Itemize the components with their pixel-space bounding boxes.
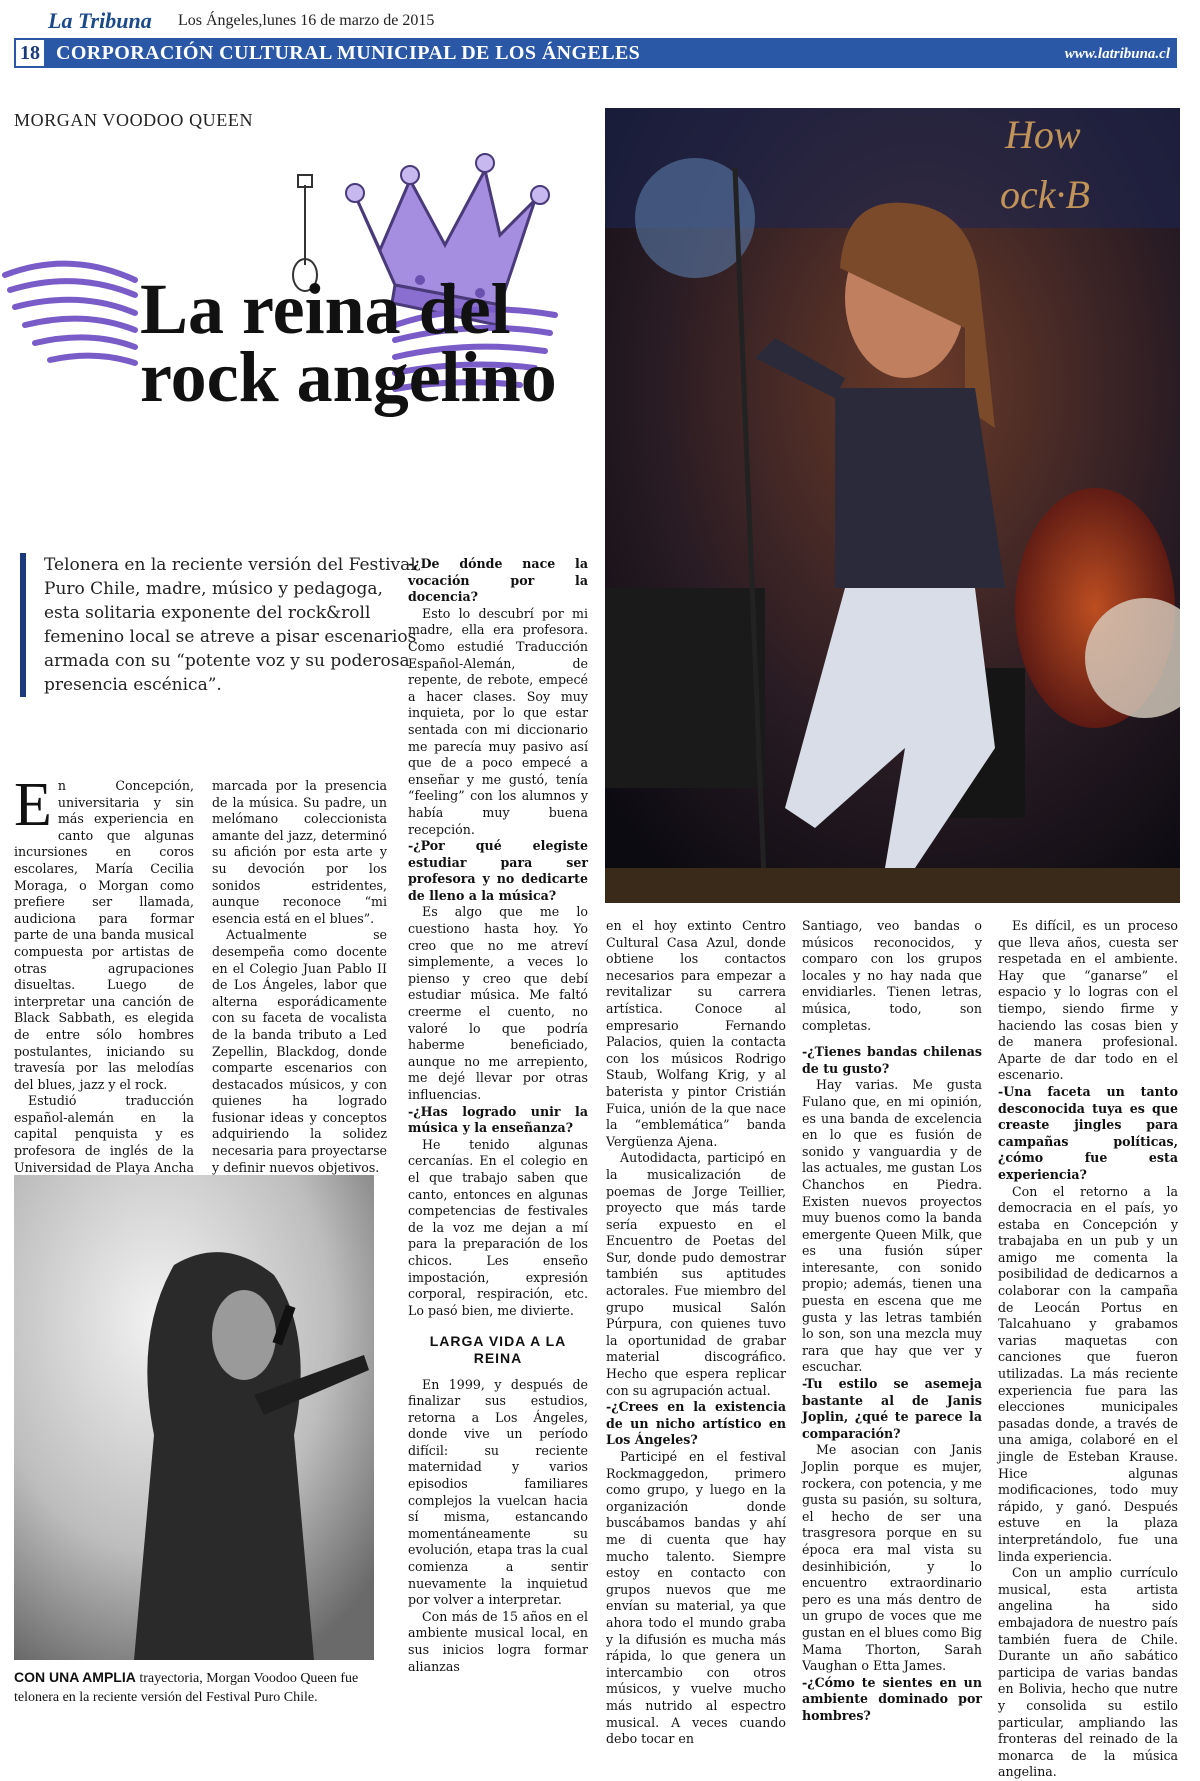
site-url[interactable]: www.latribuna.cl [1064, 46, 1170, 62]
interview-question: -¿Has logrado unir la música y la enseñanza? [408, 1103, 588, 1136]
main-photo-singer-on-stage [605, 108, 1180, 903]
interview-question: -Tu estilo se asemeja bastante al de Janis Joplin, ¿qué te parece la comparación? [802, 1376, 982, 1441]
col2-paragraph: Actualmente se desempeña como docente en el Colegio Juan Pablo II de Los Ángeles, labor que alterna esporádicamente con su faceta de vocalista de la banda tributo a Led Zepellin, Blackdog, donde comparte escenarios con destacados músicos, y con quienes ha logrado fusionar ideas y conceptos adquiriendo la solidez necesaria para proyectarse y definir nuevos objetivos. [212, 927, 387, 1175]
column-2 [212, 778, 387, 1176]
drop-cap: E [14, 771, 52, 839]
caption-text: trayectoria, Morgan Voodoo Queen fue telonera en la reciente versión del Festival Puro Chile. [14, 1671, 359, 1705]
column-6 [998, 918, 1178, 1781]
interview-answer: Hay varias. Me gusta Fulano que, en mi opinión, es una banda de excelencia en lo que es fusión de sonido y vanguardia y de las actuales, me gustan Los Chanchos en Piedra. Existen nuevos proyectos muy buenos como la banda emergente Queen Milk, que es una fusión súper interesante, con sonido propio; además, tienen una puesta en escena que me gusta y las letras también lo son, son una mezcla muy rara que hay que ver y escuchar. [802, 1077, 982, 1375]
interview-answer: Es algo que me lo cuestiono hasta hoy. Yo creo que no me atreví simplemente, a veces lo pienso y creo que debí estudiar música. Me faltó creerme el cuento, no valoré lo que podría haberme beneficiado, aunque no me arrepiento, me dejé llevar por otras influencias. [408, 904, 588, 1102]
column-4 [606, 918, 786, 1748]
col3-paragraph: Con más de 15 años en el ambiente musical local, en sus inicios logra formar alianzas [408, 1608, 588, 1674]
masthead-logo: La Tribuna [48, 8, 152, 33]
subhead: LARGA VIDA A LA REINA [429, 1333, 567, 1366]
left-wing-icon [5, 264, 135, 363]
col4-paragraph: en el hoy extinto Centro Cultural Casa Azul, donde obtiene los contactos necesarios para empezar a revitalizar su carrera artística. Conoce al empresario Fernando Palacios, quien la contacta con los músicos Rodrigo Staub, Wolfang Krig, y al baterista y pintor Cristián Fuica, unión de la que nace la “emblemática” banda Vergüenza Ajena. [606, 918, 786, 1149]
page-number: 18 [14, 38, 46, 68]
interview-question: -¿Por qué elegiste estudiar para ser profesora y no dedicarte de lleno a la música? [408, 838, 588, 903]
section-title: CORPORACIÓN CULTURAL MUNICIPAL DE LOS ÁNGELES [56, 42, 641, 64]
col5-paragraph: Santiago, veo bandas o músicos reconocidos, y comparo con los grupos locales y no hay nada que envidiarles. Tienen letras, música, todo, son completas. [802, 918, 982, 1033]
headline: La reina del rock angelino [140, 269, 557, 417]
secondary-photo-singer-bw [14, 1175, 374, 1660]
interview-answer: Con el retorno a la democracia en el país, yo estaba en Concepción y trabajaba en un pub y un amigo me comenta la posibilidad de dedicarnos a colaborar con la campaña de Leocán Portus en Talcahuano y grabamos varias maquetas con canciones que fueron utilizadas. La más reciente experiencia fue para las elecciones municipales pasadas donde, a través de una amiga, colaboré en el jingle de Esteban Krause. Hice algunas modificaciones, todo muy rápido, y ganó. Después estuve en la plaza interpretándolo, fue una linda experiencia. [998, 1183, 1178, 1564]
interview-answer: Participé en el festival Rockmaggedon, primero como grupo, y luego en la organización donde buscábamos bandas y ahí me di cuenta que hay mucho talento. Siempre estoy en contacto con grupos nuevos que me envían su material, ya que ahora todo el mundo graba y la difusión es mucha más rápida, lo que genera un intercambio con otros músicos, y vuelve mucho más nutrido al espectro musical. A veces cuando debo tocar en [606, 1449, 786, 1747]
col1-paragraph: Estudió traducción español-alemán en la capital penquista y es profesora de inglés de la Universidad de Playa Ancha [14, 1093, 194, 1175]
svg-text:ock·B: ock·B [1000, 172, 1090, 217]
col2-paragraph: marcada por la presencia de la música. Su padre, un melómano coleccionista amante del jazz, determinó su afición por esta arte y su devoción por los sonidos estridentes, aunque reconoce “mi esencia está en el blues”. [212, 778, 387, 926]
interview-question: -¿Tienes bandas chilenas de tu gusto? [802, 1044, 982, 1076]
col6-paragraph: Con un amplio currículo musical, esta artista angelina ha sido embajadora de nuestro país también fuera de Chile. Durante un año sabático participa de varias bandas en Bolivia, hecho que nutre y consolida su estilo particular, ampliando las fronteras del reinado de la monarca de la música angelina. [998, 1565, 1178, 1780]
col4-paragraph: Autodidacta, participó en la musicalización de poemas de Jorge Teillier, proyecto que más tarde sería expuesto en el Encuentro de Poetas del Sur, donde pudo demostrar también sus aptitudes actorales. Fue miembro del grupo musical Salón Púrpura, con quienes tuvo la oportunidad de grabar material discográfico. Hecho que espera replicar con su agrupación actual. [606, 1150, 786, 1398]
photo-caption [14, 1668, 384, 1707]
column-5 [802, 918, 982, 1725]
dateline: Los Ángeles,lunes 16 de marzo de 2015 [178, 12, 435, 29]
article-kicker: MORGAN VOODOO QUEEN [14, 110, 254, 130]
col6-paragraph: Es difícil, es un proceso que lleva años, cuesta ser respetada en el ambiente. Hay que “ganarse” el espacio y lo logras con el tiempo, siendo firme y haciendo las cosas bien y de manera profesional. Aparte de dar todo en el escenario. [998, 918, 1178, 1083]
col1-paragraph: n Concepción, universitaria y sin más experiencia en canto que algunas incursiones en coros escolares, María Cecilia Moraga, o Morgan como prefiere ser llamada, audiciona para formar parte de una banda musical compuesta por artistas de otras agrupaciones disueltas. Luego de interpretar una canción de Black Sabbath, es elegida de entre sólo hombres postulantes, iniciando su travesía por las melodías del blues, jazz y el rock. [14, 778, 194, 1092]
interview-question: -¿Cómo te sientes en un ambiente dominado por hombres? [802, 1674, 982, 1723]
interview-answer: Esto lo descubrí por mi madre, ella era profesora. Como estudié Traducción Español-Alemán, de repente, de rebote, empecé a hacer clases. Soy muy inquieta, por lo que estar sentada con mi diccionario me parecía muy pasivo así que de a poco empecé a enseñar y me gustó, tenía “feeling” con los alumnos y había muy buena recepción. [408, 605, 588, 837]
col3-paragraph: En 1999, y después de finalizar sus estudios, retorna a Los Ángeles, donde vive un período difícil: su reciente maternidad y varios episodios familiares complejos la vuelcan hacia sí misma, estancando momentáneamente su evolución, etapa tras la cual comienza a sentir nuevamente la inquietud por volver a interpretar. [408, 1376, 588, 1608]
column-3 [408, 556, 588, 1675]
column-1 [14, 771, 194, 1209]
interview-answer: Me asocian con Janis Joplin porque es mujer, rockera, con potencia, y me gusta su pasión, su soltura, el hecho de ser una trasgresora porque en su época era mal vista su desinhibición, y lo encuentro extraordinario pero es una más dentro de un grupo de voces que me gustan en el blues como Big Mama Thorton, Sarah Vaughan o Etta James. [802, 1442, 982, 1674]
interview-question: -¿Crees en la existencia de un nicho artístico en Los Ángeles? [606, 1399, 786, 1448]
caption-lead: CON UNA AMPLIA [14, 1669, 136, 1685]
interview-question: -Una faceta un tanto desconocida tuya es que creaste jingles para campañas políticas, ¿cómo fue esta experiencia? [998, 1083, 1178, 1182]
svg-text:How: How [1005, 112, 1081, 157]
interview-answer: He tenido algunas cercanías. En el colegio en el que trabajo saben que canto, entonces en algunas competencias de festivales de la voz me dejan a mí para la preparación de los chicos. Les enseño impostación, expresión corporal, respiración, etc. Lo pasó bien, me divierte. [408, 1136, 588, 1318]
article-lead: Telonera en la reciente versión del Festival Puro Chile, madre, músico y pedagoga, esta solitaria exponente del rock&roll femenino local se atreve a pisar escenarios armada con su “potente voz y su poderosa presencia escénica”. [20, 553, 424, 697]
interview-question: -¿De dónde nace la vocación por la docencia? [408, 556, 588, 605]
